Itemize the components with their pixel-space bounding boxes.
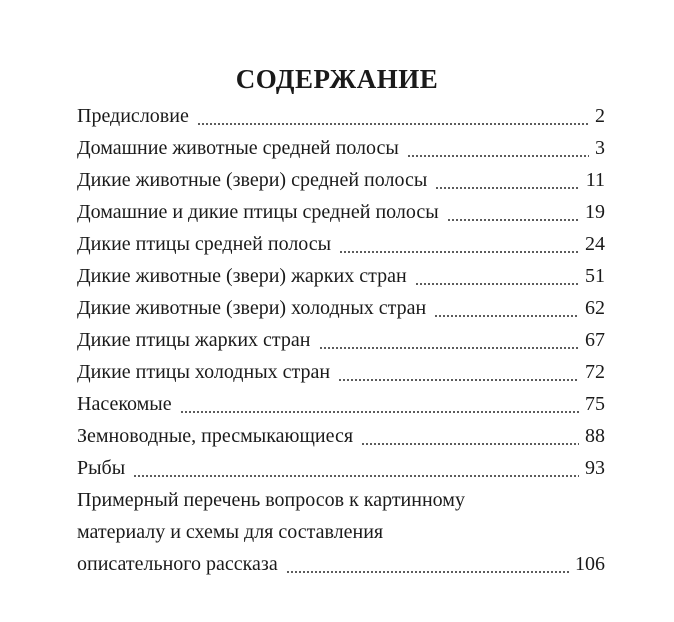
toc-entry-label: Дикие птицы жарких стран (77, 329, 311, 351)
dot-leader (339, 228, 579, 260)
toc-entry-page: 75 (585, 393, 605, 415)
toc-entry-page: 67 (585, 329, 605, 351)
toc-entry-label: Насекомые (77, 393, 172, 415)
toc-entry-page: 19 (585, 201, 605, 223)
toc-entry-wild-birds-middle (77, 228, 605, 260)
dot-leader (361, 420, 579, 452)
toc-entry-amphibians-reptiles (77, 420, 605, 452)
toc-entry-page: 51 (585, 265, 605, 287)
toc-entry-label: Дикие птицы средней полосы (77, 233, 332, 255)
toc-entry-label: Дикие животные (звери) жарких стран (77, 265, 407, 287)
table-of-contents (77, 100, 605, 580)
toc-entry-label: Дикие животные (звери) средней полосы (77, 169, 428, 191)
toc-entry-label-line-3: описательного рассказа (77, 553, 278, 575)
toc-entry-wild-birds-hot (77, 324, 605, 356)
toc-entry-page: 62 (585, 297, 605, 319)
toc-entry-page: 93 (585, 457, 605, 479)
dot-leader (435, 164, 579, 196)
toc-entry-preface (77, 100, 605, 132)
toc-entry-page: 2 (595, 105, 605, 127)
dot-leader (319, 324, 580, 356)
toc-entry-label-line-2: материалу и схемы для составления (77, 521, 384, 543)
toc-entry-label: Дикие птицы холодных стран (77, 361, 331, 383)
dot-leader (180, 388, 579, 420)
toc-entry-label-line-1: Примерный перечень вопросов к картинному (77, 489, 465, 511)
toc-entry-wild-birds-cold (77, 356, 605, 388)
toc-entry-label: Домашние и дикие птицы средней полосы (77, 201, 439, 223)
dot-leader (407, 132, 589, 164)
toc-entry-label: Предисловие (77, 105, 189, 127)
toc-entry-insects (77, 388, 605, 420)
dot-leader (415, 260, 579, 292)
toc-entry-page: 11 (585, 169, 605, 191)
toc-entry-label: Дикие животные (звери) холодных стран (77, 297, 427, 319)
page-title: СОДЕРЖАНИЕ (235, 64, 439, 94)
toc-entry-page: 72 (585, 361, 605, 383)
toc-entry-label: Домашние животные средней полосы (77, 137, 399, 159)
toc-entry-questions (77, 484, 605, 580)
toc-entry-wild-animals-cold (77, 292, 605, 324)
toc-entry-last-line (77, 548, 605, 580)
toc-entry-page: 3 (595, 137, 605, 159)
toc-entry-wild-animals-middle (77, 164, 605, 196)
dot-leader (197, 100, 589, 132)
dot-leader (447, 196, 579, 228)
toc-entry-fish (77, 452, 605, 484)
toc-entry-domestic-animals (77, 132, 605, 164)
dot-leader (286, 548, 569, 580)
toc-entry-label: Земноводные, пресмыкающиеся (77, 425, 354, 447)
toc-entry-domestic-wild-birds (77, 196, 605, 228)
toc-entry-label: Рыбы (77, 457, 126, 479)
dot-leader (338, 356, 579, 388)
dot-leader (133, 452, 579, 484)
toc-entry-page: 24 (585, 233, 605, 255)
dot-leader (434, 292, 579, 324)
toc-entry-page: 88 (585, 425, 605, 447)
toc-entry-page: 106 (575, 553, 605, 575)
toc-entry-wild-animals-hot (77, 260, 605, 292)
